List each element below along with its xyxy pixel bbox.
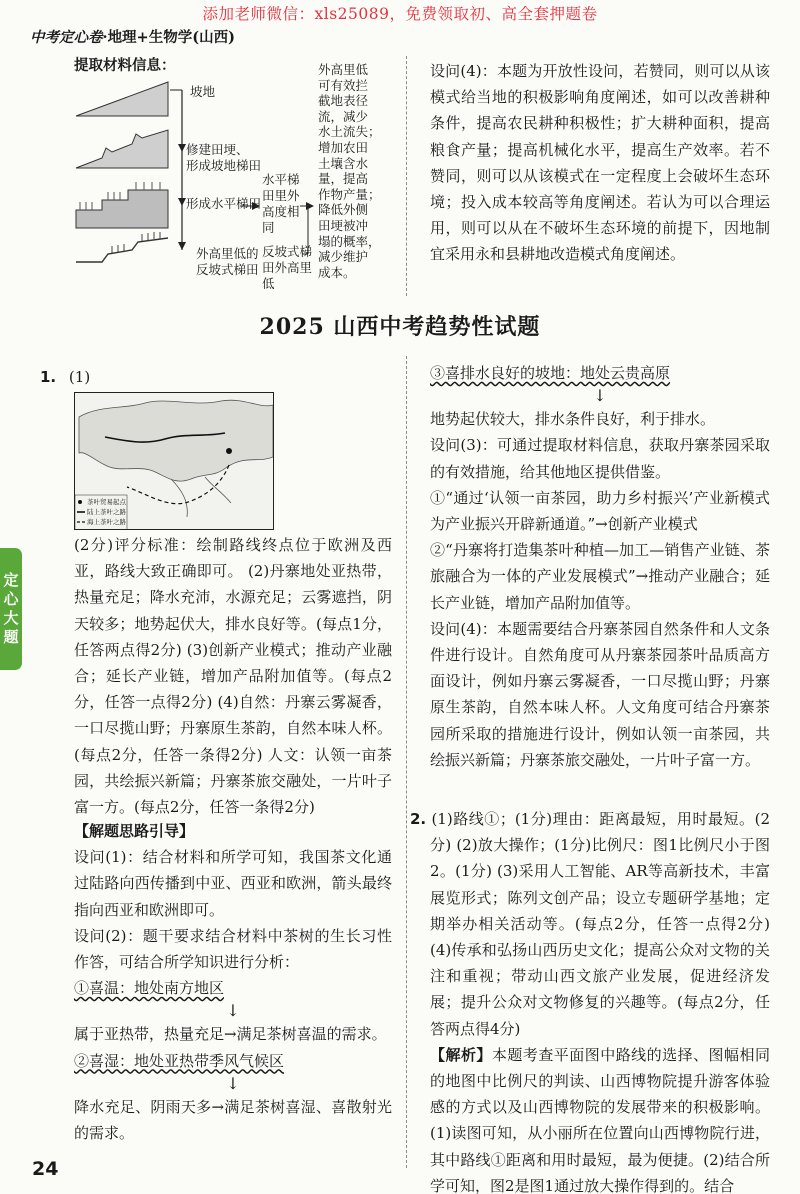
guide-s4: 设问(4)：本题需要结合丹寨茶园自然条件和人文条件进行设计。自然角度可从丹寨茶园茶叶品质高方面设计，例如丹寨云雾凝香，一口尽揽山野；丹寨原生茶韵，自然本味人杯。人文角度可结合丹寨茶园所采取的措施进行设计，例如认领一亩茶园，共绘振兴新篇；丹寨茶旅交融处，一片叶子富一方。 — [430, 619, 770, 769]
mid-label-2: 反坡式梯 田外高里 低 — [262, 244, 313, 291]
jiexi-tag: 【解析】 — [430, 1045, 492, 1064]
guide-s1: 设问(1)：结合材料和所学可知，我国茶文化通过陆路向西传播到中亚、西亚和欧洲，箭头最终指向西亚和欧洲即可。 — [74, 848, 392, 919]
column-divider-top — [406, 56, 407, 296]
stage1-label: 坡地 — [190, 84, 216, 99]
guide-c3: ③喜排水良好的坡地：地处云贵高原 — [430, 364, 671, 382]
map-legend: 茶叶贸易起点 陆上茶叶之路 海上茶叶之路 — [87, 498, 126, 526]
top-right-paragraph: 设问(4)：本题为开放性设问，若赞同，则可以从该模式给当地的积极影响角度阐述，如可以改善耕种条件，提高农民耕种积极性；扩大耕种面积，提高粮食产量；提高机械化水平，提高生产效率。若不赞同，则可以从该模式在一定程度上会破坏生态环境；投入成本较高等角度阐述。若认为可以合理运用，则可以从在不破坏生态环境的前提下，因地制宜采用永和县耕地改造模式角度阐述。 — [430, 62, 770, 264]
guide-s3b: ②“丹寨将打造集茶叶种植—加工—销售产业链、茶旅融合为一体的产业发展模式”→推动产业融合；延长产业链，增加产品附加值等。 — [430, 541, 770, 612]
guide-c3-result: 地势起伏较大，排水条件良好，利于排水。 — [430, 410, 716, 429]
header-separator: · — [102, 29, 108, 46]
guide-c1: ①喜温：地处南方地区 — [74, 979, 225, 998]
benefit-text: 外高里低 可有效拦 截地表径 流，减少 水土流失； 增加农田 土壤含水 量，提高 作物产量； 降低外侧 田埂被冲 塌的概率， 减少维护 成本。 — [318, 62, 381, 280]
section-title: 2025 山西中考趋势性试题 — [259, 314, 541, 340]
q2-answer: (1)路线①；(1分)理由：距离最短，用时最短。(2分) (2)放大操作；(1分)比例尺：图1比例尺小于图2。(1分) (3)采用人工智能、AR等高新技术，丰富展览形式；陈列文创产品；设立专题研学基地；定期举办相关活动等。(每点2分，任答一点得2分) (4)传承和弘扬山西历史文化；提高公众对文物的关注和重视；带动山西文旅产业发展，促进经济发展；提升公众对文物修复的兴趣等。(每点2分，任答两点得4分) — [430, 810, 770, 1038]
page-number: 24 — [32, 1158, 59, 1180]
guide-c2-arrow: ↓ — [226, 1073, 240, 1093]
jiexi-text: 本题考查平面图中路线的选择、图幅相同的地图中比例尺的判读、山西博物院提升游客体验感的方式以及山西博物院的发展带来的积极影响。(1)读图可知，从小丽所在位置向山西博物院行进，其中路线①距离和用时最短，最为便捷。(2)结合所学可知，图2是图1通过放大操作得到的。结合 — [430, 1045, 770, 1194]
guide-heading: 【解题思路引导】 — [74, 822, 195, 840]
q1-heading — [40, 364, 392, 390]
q2-block — [410, 806, 770, 1194]
guide-c3-arrow: ↓ — [593, 386, 607, 406]
guide-c2: ②喜湿：地处亚热带季风气候区 — [74, 1051, 285, 1070]
header-brand: 中考定心卷 — [30, 29, 103, 46]
guide-s2: 设问(2)：题干要求结合材料中茶树的生长习性作答，可结合所学知识进行分析： — [74, 926, 392, 972]
guide-c2-result: 降水充足、阴雨天多→满足茶树喜湿、喜散射光的需求。 — [74, 1097, 392, 1143]
page-header — [30, 26, 235, 47]
stage4-label: 外高里低的 反坡式梯田 — [196, 246, 259, 277]
right-column — [430, 360, 770, 773]
mid-label-1: 水平梯 田里外 高度相 同 — [262, 172, 300, 235]
q1-number: 1. — [40, 368, 57, 386]
side-tab: 定 心 大 题 — [0, 548, 22, 670]
guide-c1-result: 属于亚热带，热量充足→满足茶树喜温的需求。 — [74, 1025, 387, 1044]
guide-c1-arrow: ↓ — [226, 1001, 240, 1021]
q1-answer: (2分)评分标准：绘制路线终点位于欧洲及西亚，路线大致正确即可。 (2)丹寨地处亚热带，热量充足；降水充沛，水源充足；云雾遮挡，阴天较多；地势起伏大，排水良好等。(每点1分，任答两点得2分) (3)创新产业模式；推动产业融合；延长产业链，增加产品附加值等。(每点2分，任答一点得2分) (4)自然：丹寨云雾凝香，一口尽揽山野；丹寨原生茶韵，自然本味人杯。(每点2分，任答一条得2分) 人文：认领一亩茶园，共绘振兴新篇；丹寨茶旅交融处，一片叶子富一方。(每点2分，任答一条得2分) — [74, 536, 392, 817]
q1-part1: (1) — [68, 368, 91, 386]
q2-number: 2. — [410, 810, 427, 828]
tea-route-map — [74, 392, 274, 530]
watermark-text: 添加老师微信：xls25089，免费领取初、高全套押题卷 — [202, 5, 598, 23]
stage3-label: 形成水平梯田 — [186, 196, 262, 211]
column-divider-bottom — [406, 356, 407, 1168]
header-subject: 地理+生物学(山西) — [107, 29, 235, 46]
guide-s3: 设问(3)：可通过提取材料信息，获取丹寨茶园采取的有效措施，给其他地区提供借鉴。 — [430, 436, 770, 481]
stage2-label: 修建田埂、 形成坡地梯田 — [186, 142, 262, 173]
diagram-title: 提取材料信息： — [74, 57, 176, 74]
guide-s3a: ①“通过‘认领一亩茶园，助力乡村振兴’产业新模式为产业振兴开辟新通道。”→创新产业模式 — [430, 488, 770, 534]
q1-guide — [74, 818, 392, 1146]
